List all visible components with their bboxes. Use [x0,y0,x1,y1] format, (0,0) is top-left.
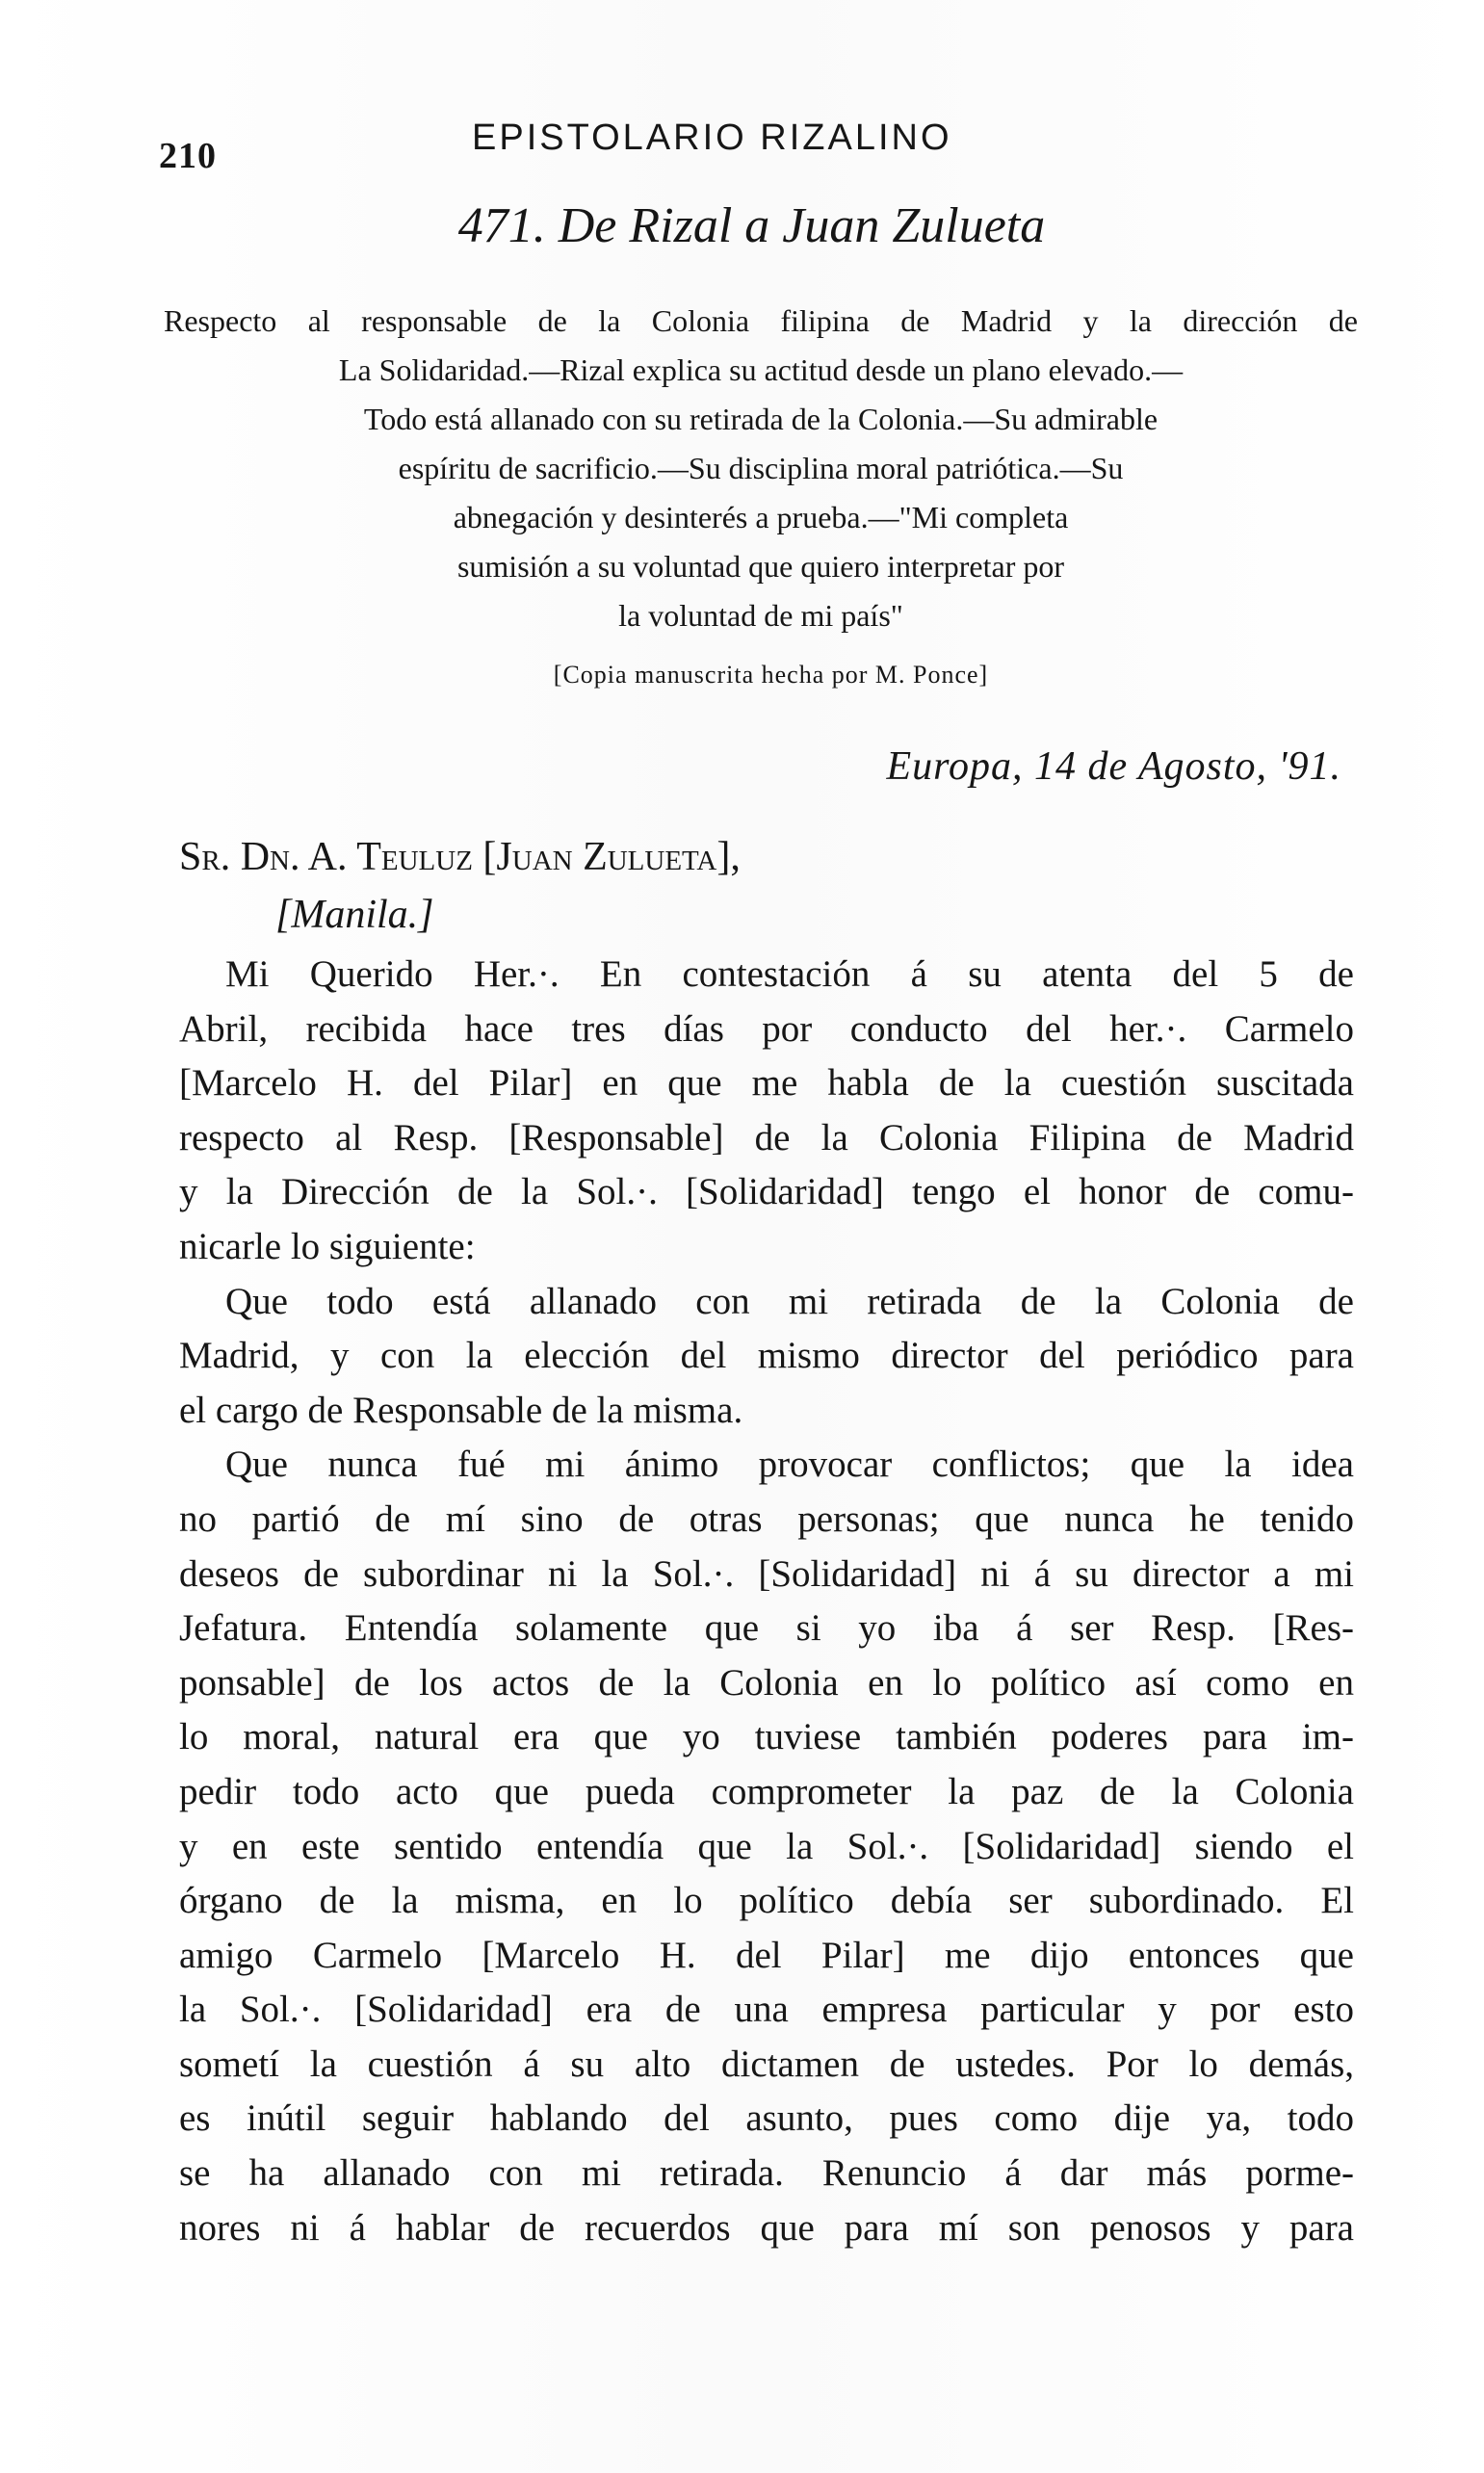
body-line: nores ni á hablar de recuerdos que para mí son penosos y para [179,2206,1354,2249]
body-line: órgano de la misma, en lo político debía ser subordinado. El [179,1880,1354,1922]
source-note: [Copia manuscrita hecha por M. Ponce] [553,661,989,689]
body-line: sometí la cuestión á su alto dictamen de ustedes. Por lo demás, [179,2043,1354,2085]
body-line: Jefatura. Entendía solamente que si yo iba á ser Resp. [Res- [179,1607,1354,1650]
addressee-name: Sr. Dn. A. Teuluz [Juan Zulueta], [179,835,741,879]
synopsis-line: la voluntad de mi país" [618,598,903,633]
body-line: pedir todo acto que pueda comprometer la paz de la Colonia [179,1770,1354,1812]
page-number: 210 [159,136,217,176]
body-line: ponsable] de los actos de la Colonia en lo político así como en [179,1661,1354,1704]
body-line: Abril, recibida hace tres días por conducto del her.·. Carmelo [179,1007,1354,1050]
addressee-block [179,828,741,944]
body-line: el cargo de Responsable de la misma. [179,1389,743,1431]
body-line: y la Dirección de la Sol.·. [Solidaridad] tengo el honor de comu- [179,1171,1354,1213]
body-line: la Sol.·. [Solidaridad] era de una empresa particular y por esto [179,1989,1354,2031]
body-line: Madrid, y con la elección del mismo director del periódico para [179,1335,1354,1377]
synopsis-line: La Solidaridad.—Rizal explica su actitud desde un plano elevado.— [338,352,1184,387]
body-line: Que todo está allanado con mi retirada de la Colonia de [225,1280,1354,1322]
body-line: Que nunca fué mi ánimo provocar conflictos; que la idea [225,1444,1354,1486]
synopsis-line: espíritu de sacrificio.—Su disciplina moral patriótica.—Su [398,451,1124,485]
running-title: EPISTOLARIO RIZALINO [472,117,952,158]
body-line: no partió de mí sino de otras personas; que nunca he tenido [179,1497,1354,1540]
letter-body [179,948,1354,2255]
addressee-place: [Manila.] [275,893,434,937]
dateline: Europa, 14 de Agosto, '91. [886,744,1341,789]
body-line: lo moral, natural era que yo tuviese también poderes para im- [179,1716,1354,1758]
body-line: Mi Querido Her.·. En contestación á su atenta del 5 de [225,953,1354,995]
body-line: y en este sentido entendía que la Sol.·. [Solidaridad] siendo el [179,1825,1354,1867]
body-line: nicarle lo siguiente: [179,1225,476,1267]
letter-heading: 471. De Rizal a Juan Zulueta [457,198,1046,253]
body-line: amigo Carmelo [Marcelo H. del Pilar] me dijo entonces que [179,1934,1354,1976]
body-line: respecto al Resp. [Responsable] de la Colonia Filipina de Madrid [179,1116,1354,1158]
body-line: [Marcelo H. del Pilar] en que me habla de la cuestión suscitada [179,1062,1354,1105]
synopsis-line: Todo está allanado con su retirada de la Colonia.—Su admirable [363,402,1159,436]
synopsis-line: sumisión a su voluntad que quiero interpretar por [456,549,1065,584]
synopsis-line: Respecto al responsable de la Colonia filipina de Madrid y la dirección de [164,303,1358,338]
body-line: es inútil seguir hablando del asunto, pues como dije ya, todo [179,2097,1354,2140]
synopsis-line: abnegación y desinterés a prueba.—"Mi completa [453,500,1069,534]
body-line: se ha allanado con mi retirada. Renuncio á dar más porme- [179,2152,1354,2195]
letter-synopsis [164,297,1358,640]
running-head [0,114,1484,176]
body-line: deseos de subordinar ni la Sol.·. [Solidaridad] ni á su director a mi [179,1552,1354,1595]
